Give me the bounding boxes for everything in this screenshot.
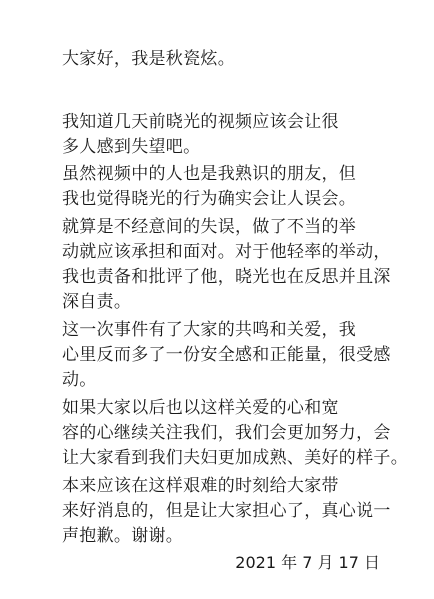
paragraph-line: 我也觉得晓光的行为确实会让人误会。 — [62, 189, 357, 209]
paragraph-support — [62, 396, 408, 471]
paragraph-line: 我知道几天前晓光的视频应该会让很 — [62, 112, 339, 132]
paragraph-line: 就算是不经意间的失误，做了不当的举 — [62, 217, 357, 237]
paragraph-gratitude — [62, 318, 402, 393]
paragraph-line: 虽然视频中的人也是我熟识的朋友，但 — [62, 164, 357, 184]
paragraph-line: 多人感到失望吧。 — [62, 137, 201, 157]
paragraph-line: 这一次事件有了大家的共鸣和关爱，我 — [62, 320, 357, 340]
paragraph-line: 如果大家以后也以这样关爱的心和宽 — [62, 398, 339, 418]
paragraph-line: 心里反而多了一份安全感和正能量，很受感 — [62, 345, 391, 365]
greeting-line: 大家好，我是秋瓷炫。 — [62, 49, 235, 69]
paragraph-apology — [62, 474, 402, 549]
paragraph-line: 本来应该在这样艰难的时刻给大家带 — [62, 476, 339, 496]
paragraph-line: 让大家看到我们夫妇更加成熟、美好的样子。 — [62, 448, 408, 468]
paragraph-line: 来好消息的，但是让大家担心了，真心说一 — [62, 501, 391, 521]
paragraph-responsibility — [62, 215, 402, 315]
paragraph-friend — [62, 162, 402, 212]
paragraph-disappointment — [62, 110, 402, 160]
paragraph-line: 我也责备和批评了他，晓光也在反思并且深 — [62, 267, 391, 287]
paragraph-line: 深自责。 — [62, 292, 132, 312]
paragraph-line: 声抱歉。谢谢。 — [62, 526, 184, 546]
paragraph-line: 容的心继续关注我们，我们会更加努力，会 — [62, 423, 391, 443]
paragraph-line: 动。 — [62, 370, 97, 390]
paragraph-line: 动就应该承担和面对。对于他轻率的举动， — [62, 242, 391, 262]
letter-date: 2021 年 7 月 17 日 — [235, 553, 380, 572]
